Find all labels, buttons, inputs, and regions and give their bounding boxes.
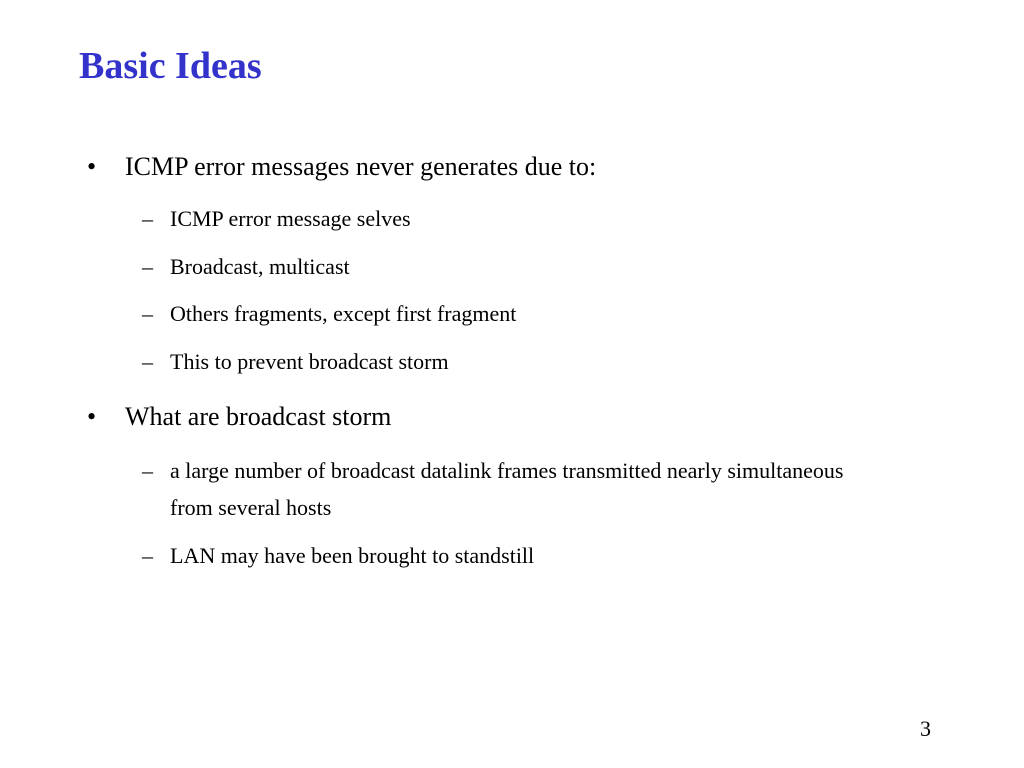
sub-bullet-marker: – (142, 458, 153, 483)
sub-bullet-text: LAN may have been brought to standstill (170, 543, 535, 568)
sub-bullet-text: This to prevent broadcast storm (170, 349, 449, 374)
sub-bullet-text: Others fragments, except first fragment (170, 301, 517, 326)
bullet-marker: • (87, 152, 97, 181)
sub-bullet-marker: – (142, 301, 153, 326)
bullet-text: ICMP error messages never generates due to: (125, 152, 597, 181)
sub-bullet-marker: – (142, 349, 153, 374)
sub-bullet-text: Broadcast, multicast (170, 254, 350, 279)
page-number: 3 (920, 716, 931, 741)
sub-bullet-text: ICMP error message selves (170, 206, 411, 231)
bullet-text: What are broadcast storm (125, 402, 392, 431)
sub-bullet-marker: – (142, 543, 153, 568)
bullet-marker: • (87, 402, 97, 431)
sub-bullet-text: a large number of broadcast datalink frames transmitted nearly simultaneous from several hosts (170, 458, 844, 520)
slide-title: Basic Ideas (79, 45, 262, 87)
sub-bullet-marker: – (142, 206, 153, 231)
sub-bullet-marker: – (142, 254, 153, 279)
